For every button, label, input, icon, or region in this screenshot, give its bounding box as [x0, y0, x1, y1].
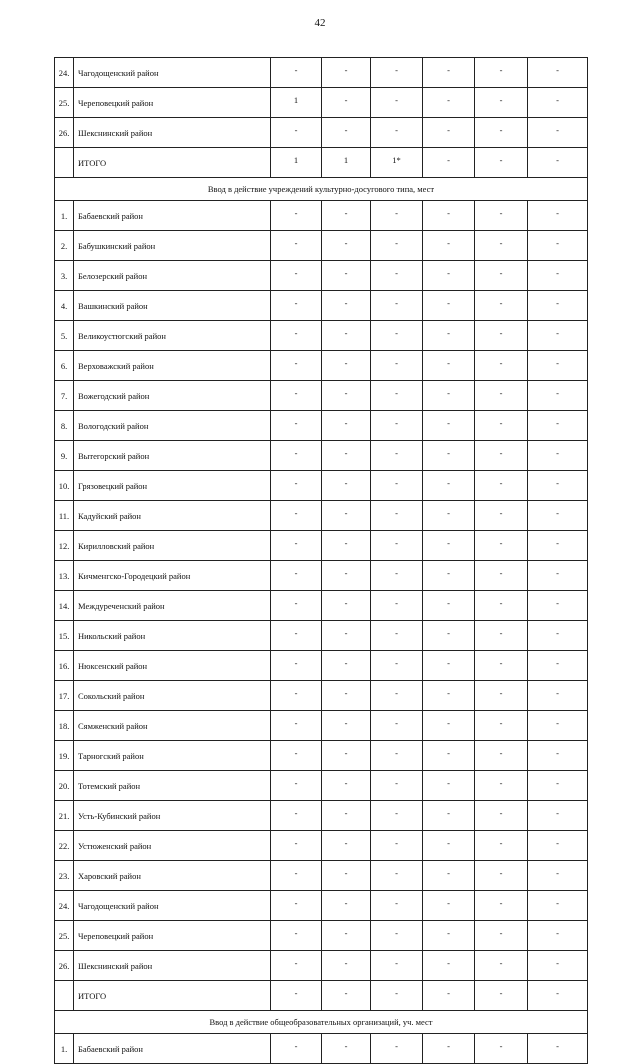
- value-cell: -: [322, 321, 371, 351]
- value-cell: -: [475, 501, 528, 531]
- district-name: Вологодский район: [74, 411, 271, 441]
- value-cell: -: [371, 891, 423, 921]
- value-cell: -: [423, 201, 475, 231]
- value-cell: -: [475, 261, 528, 291]
- value-cell: -: [371, 531, 423, 561]
- value-cell: -: [271, 441, 322, 471]
- value-cell: -: [528, 861, 588, 891]
- table-row: [55, 621, 588, 651]
- value-cell: -: [322, 591, 371, 621]
- table-row: [55, 118, 588, 148]
- value-cell: -: [322, 231, 371, 261]
- value-cell: -: [475, 531, 528, 561]
- value-cell: -: [423, 531, 475, 561]
- value-cell: -: [528, 58, 588, 88]
- value-cell: -: [322, 501, 371, 531]
- value-cell: -: [528, 951, 588, 981]
- value-cell: -: [423, 261, 475, 291]
- value-cell: -: [423, 831, 475, 861]
- row-number: 22.: [55, 831, 74, 861]
- value-cell: -: [475, 321, 528, 351]
- value-cell: -: [271, 351, 322, 381]
- value-cell: -: [271, 58, 322, 88]
- row-number: 10.: [55, 471, 74, 501]
- table-row: [55, 891, 588, 921]
- row-number: 11.: [55, 501, 74, 531]
- page-number: 42: [314, 17, 326, 29]
- value-cell: -: [322, 381, 371, 411]
- value-cell: -: [475, 981, 528, 1011]
- district-name: ИТОГО: [74, 981, 271, 1011]
- value-cell: -: [271, 118, 322, 148]
- row-number: 15.: [55, 621, 74, 651]
- value-cell: -: [322, 88, 371, 118]
- table-row: [55, 88, 588, 118]
- value-cell: -: [475, 831, 528, 861]
- value-cell: -: [528, 231, 588, 261]
- value-cell: -: [322, 681, 371, 711]
- section-heading: Ввод в действие общеобразовательных организаций, уч. мест: [55, 1011, 588, 1034]
- table-row: [55, 231, 588, 261]
- value-cell: -: [271, 771, 322, 801]
- value-cell: -: [271, 981, 322, 1011]
- value-cell: -: [475, 231, 528, 261]
- value-cell: -: [423, 118, 475, 148]
- value-cell: -: [322, 651, 371, 681]
- table-row: [55, 861, 588, 891]
- value-cell: -: [475, 118, 528, 148]
- value-cell: -: [423, 381, 475, 411]
- value-cell: -: [423, 411, 475, 441]
- row-number: 13.: [55, 561, 74, 591]
- value-cell: -: [322, 291, 371, 321]
- value-cell: -: [271, 321, 322, 351]
- value-cell: -: [423, 561, 475, 591]
- row-number: 24.: [55, 58, 74, 88]
- section-heading: Ввод в действие учреждений культурно-досугового типа, мест: [55, 178, 588, 201]
- district-name: Тотемский район: [74, 771, 271, 801]
- value-cell: -: [322, 771, 371, 801]
- value-cell: -: [423, 291, 475, 321]
- value-cell: -: [423, 148, 475, 178]
- district-name: Кирилловский район: [74, 531, 271, 561]
- value-cell: -: [371, 831, 423, 861]
- value-cell: -: [322, 801, 371, 831]
- row-number: 19.: [55, 741, 74, 771]
- value-cell: -: [475, 651, 528, 681]
- value-cell: -: [423, 621, 475, 651]
- value-cell: -: [423, 981, 475, 1011]
- value-cell: -: [423, 321, 475, 351]
- table-row: [55, 381, 588, 411]
- table-row: [55, 831, 588, 861]
- table-row: [55, 951, 588, 981]
- value-cell: -: [371, 201, 423, 231]
- district-name: Череповецкий район: [74, 921, 271, 951]
- value-cell: -: [475, 291, 528, 321]
- row-number: 17.: [55, 681, 74, 711]
- value-cell: -: [371, 951, 423, 981]
- value-cell: -: [528, 981, 588, 1011]
- value-cell: -: [271, 591, 322, 621]
- value-cell: -: [322, 891, 371, 921]
- table-row: [55, 681, 588, 711]
- value-cell: -: [322, 58, 371, 88]
- value-cell: -: [475, 471, 528, 501]
- value-cell: -: [371, 981, 423, 1011]
- value-cell: -: [475, 411, 528, 441]
- value-cell: -: [371, 291, 423, 321]
- row-number: 6.: [55, 351, 74, 381]
- value-cell: -: [475, 681, 528, 711]
- table-row: [55, 501, 588, 531]
- value-cell: -: [371, 118, 423, 148]
- value-cell: -: [528, 531, 588, 561]
- district-name: Харовский район: [74, 861, 271, 891]
- value-cell: -: [475, 801, 528, 831]
- value-cell: -: [528, 621, 588, 651]
- table-row: [55, 201, 588, 231]
- table-row: [55, 1034, 588, 1064]
- value-cell: -: [475, 88, 528, 118]
- row-number: 20.: [55, 771, 74, 801]
- row-number: 9.: [55, 441, 74, 471]
- value-cell: -: [322, 621, 371, 651]
- value-cell: -: [475, 381, 528, 411]
- district-name: Кадуйский район: [74, 501, 271, 531]
- value-cell: -: [371, 58, 423, 88]
- value-cell: -: [271, 531, 322, 561]
- district-name: Чагодощенский район: [74, 891, 271, 921]
- district-name: Сямженский район: [74, 711, 271, 741]
- section-heading-row: [55, 1011, 588, 1034]
- table-row: [55, 441, 588, 471]
- value-cell: -: [528, 681, 588, 711]
- value-cell: -: [371, 561, 423, 591]
- value-cell: -: [322, 531, 371, 561]
- value-cell: -: [475, 771, 528, 801]
- value-cell: -: [475, 441, 528, 471]
- value-cell: -: [371, 321, 423, 351]
- value-cell: 1*: [371, 148, 423, 178]
- value-cell: -: [322, 118, 371, 148]
- value-cell: -: [322, 561, 371, 591]
- table-row: [55, 471, 588, 501]
- value-cell: -: [423, 771, 475, 801]
- value-cell: -: [271, 201, 322, 231]
- value-cell: -: [271, 711, 322, 741]
- value-cell: 1: [271, 148, 322, 178]
- total-row: [55, 148, 588, 178]
- value-cell: -: [271, 831, 322, 861]
- value-cell: -: [371, 88, 423, 118]
- value-cell: -: [528, 891, 588, 921]
- table-row: [55, 801, 588, 831]
- value-cell: -: [322, 1034, 371, 1064]
- value-cell: -: [322, 441, 371, 471]
- district-name: Грязовецкий район: [74, 471, 271, 501]
- value-cell: -: [371, 591, 423, 621]
- value-cell: -: [423, 351, 475, 381]
- value-cell: 1: [322, 148, 371, 178]
- district-name: Верховажский район: [74, 351, 271, 381]
- value-cell: -: [423, 501, 475, 531]
- value-cell: -: [371, 471, 423, 501]
- district-name: Бабаевский район: [74, 1034, 271, 1064]
- row-number: 24.: [55, 891, 74, 921]
- value-cell: -: [271, 231, 322, 261]
- value-cell: -: [528, 441, 588, 471]
- table-row: [55, 531, 588, 561]
- value-cell: -: [528, 201, 588, 231]
- value-cell: -: [322, 201, 371, 231]
- value-cell: -: [271, 741, 322, 771]
- value-cell: -: [371, 231, 423, 261]
- district-name: Усть-Кубинский район: [74, 801, 271, 831]
- row-number: 4.: [55, 291, 74, 321]
- value-cell: -: [423, 231, 475, 261]
- district-name: Вашкинский район: [74, 291, 271, 321]
- district-name: Шекснинский район: [74, 951, 271, 981]
- district-name: Бабушкинский район: [74, 231, 271, 261]
- district-name: Нюксенский район: [74, 651, 271, 681]
- value-cell: -: [322, 471, 371, 501]
- value-cell: -: [371, 861, 423, 891]
- value-cell: -: [371, 681, 423, 711]
- row-number: 12.: [55, 531, 74, 561]
- value-cell: -: [528, 411, 588, 441]
- value-cell: -: [475, 711, 528, 741]
- row-number: 1.: [55, 201, 74, 231]
- table-row: [55, 58, 588, 88]
- district-name: Вожегодский район: [74, 381, 271, 411]
- value-cell: -: [528, 118, 588, 148]
- value-cell: -: [423, 801, 475, 831]
- value-cell: -: [371, 1034, 423, 1064]
- table-row: [55, 711, 588, 741]
- value-cell: -: [322, 351, 371, 381]
- row-number: 1.: [55, 1034, 74, 1064]
- value-cell: -: [271, 261, 322, 291]
- value-cell: -: [528, 291, 588, 321]
- value-cell: -: [371, 801, 423, 831]
- value-cell: -: [475, 861, 528, 891]
- table-row: [55, 291, 588, 321]
- value-cell: -: [475, 148, 528, 178]
- value-cell: -: [271, 861, 322, 891]
- row-number: 2.: [55, 231, 74, 261]
- value-cell: -: [475, 201, 528, 231]
- value-cell: -: [528, 651, 588, 681]
- value-cell: -: [528, 831, 588, 861]
- value-cell: -: [528, 381, 588, 411]
- value-cell: -: [371, 651, 423, 681]
- district-name: Белозерский район: [74, 261, 271, 291]
- value-cell: -: [322, 951, 371, 981]
- value-cell: -: [423, 58, 475, 88]
- value-cell: -: [271, 891, 322, 921]
- value-cell: -: [322, 861, 371, 891]
- value-cell: -: [528, 501, 588, 531]
- district-name: Междуреченский район: [74, 591, 271, 621]
- value-cell: -: [423, 441, 475, 471]
- value-cell: -: [475, 951, 528, 981]
- district-name: Устюженский район: [74, 831, 271, 861]
- value-cell: -: [528, 88, 588, 118]
- row-number: [55, 148, 74, 178]
- value-cell: -: [271, 801, 322, 831]
- value-cell: -: [371, 741, 423, 771]
- district-name: Шекснинский район: [74, 118, 271, 148]
- value-cell: -: [423, 471, 475, 501]
- value-cell: -: [423, 891, 475, 921]
- district-name: Чагодощенский район: [74, 58, 271, 88]
- row-number: 7.: [55, 381, 74, 411]
- value-cell: -: [271, 561, 322, 591]
- row-number: 8.: [55, 411, 74, 441]
- value-cell: -: [371, 411, 423, 441]
- value-cell: -: [371, 501, 423, 531]
- value-cell: -: [423, 681, 475, 711]
- value-cell: -: [423, 651, 475, 681]
- district-name: Кичменгско-Городецкий район: [74, 561, 271, 591]
- value-cell: -: [371, 261, 423, 291]
- value-cell: -: [371, 711, 423, 741]
- value-cell: -: [271, 651, 322, 681]
- row-number: 23.: [55, 861, 74, 891]
- district-table: [54, 57, 588, 1064]
- district-name: Вытегорский район: [74, 441, 271, 471]
- value-cell: -: [475, 891, 528, 921]
- district-name: Никольский район: [74, 621, 271, 651]
- table-row: [55, 561, 588, 591]
- value-cell: -: [528, 1034, 588, 1064]
- value-cell: -: [528, 801, 588, 831]
- value-cell: -: [528, 471, 588, 501]
- table-row: [55, 741, 588, 771]
- table-row: [55, 921, 588, 951]
- value-cell: -: [371, 351, 423, 381]
- value-cell: -: [423, 711, 475, 741]
- table-row: [55, 411, 588, 441]
- value-cell: -: [475, 741, 528, 771]
- row-number: 25.: [55, 921, 74, 951]
- table-row: [55, 351, 588, 381]
- value-cell: -: [528, 921, 588, 951]
- value-cell: -: [271, 951, 322, 981]
- value-cell: -: [528, 711, 588, 741]
- value-cell: -: [371, 771, 423, 801]
- value-cell: -: [423, 861, 475, 891]
- value-cell: -: [528, 261, 588, 291]
- value-cell: -: [271, 381, 322, 411]
- row-number: 18.: [55, 711, 74, 741]
- value-cell: -: [322, 831, 371, 861]
- value-cell: -: [271, 681, 322, 711]
- district-name: Великоустюгский район: [74, 321, 271, 351]
- row-number: 26.: [55, 118, 74, 148]
- value-cell: -: [528, 771, 588, 801]
- table-row: [55, 321, 588, 351]
- total-row: [55, 981, 588, 1011]
- value-cell: -: [322, 411, 371, 441]
- row-number: 5.: [55, 321, 74, 351]
- value-cell: -: [322, 261, 371, 291]
- table-row: [55, 591, 588, 621]
- value-cell: -: [528, 351, 588, 381]
- table-row: [55, 771, 588, 801]
- table-row: [55, 261, 588, 291]
- value-cell: -: [423, 741, 475, 771]
- value-cell: -: [371, 441, 423, 471]
- district-name: Сокольский район: [74, 681, 271, 711]
- value-cell: -: [528, 561, 588, 591]
- table-row: [55, 651, 588, 681]
- section-heading-row: [55, 178, 588, 201]
- value-cell: -: [423, 1034, 475, 1064]
- value-cell: -: [528, 741, 588, 771]
- value-cell: -: [271, 1034, 322, 1064]
- value-cell: -: [528, 591, 588, 621]
- value-cell: -: [423, 591, 475, 621]
- value-cell: -: [271, 501, 322, 531]
- row-number: 16.: [55, 651, 74, 681]
- row-number: 26.: [55, 951, 74, 981]
- row-number: 25.: [55, 88, 74, 118]
- value-cell: -: [322, 981, 371, 1011]
- value-cell: -: [271, 471, 322, 501]
- value-cell: -: [371, 621, 423, 651]
- value-cell: -: [322, 741, 371, 771]
- value-cell: 1: [271, 88, 322, 118]
- value-cell: -: [475, 621, 528, 651]
- row-number: [55, 981, 74, 1011]
- value-cell: -: [475, 561, 528, 591]
- value-cell: -: [271, 411, 322, 441]
- value-cell: -: [271, 621, 322, 651]
- value-cell: -: [322, 921, 371, 951]
- value-cell: -: [475, 58, 528, 88]
- value-cell: -: [271, 291, 322, 321]
- value-cell: -: [371, 921, 423, 951]
- row-number: 21.: [55, 801, 74, 831]
- value-cell: -: [322, 711, 371, 741]
- district-name: Череповецкий район: [74, 88, 271, 118]
- row-number: 14.: [55, 591, 74, 621]
- value-cell: -: [475, 351, 528, 381]
- value-cell: -: [423, 921, 475, 951]
- value-cell: -: [423, 88, 475, 118]
- value-cell: -: [475, 921, 528, 951]
- value-cell: -: [475, 1034, 528, 1064]
- row-number: 3.: [55, 261, 74, 291]
- district-name: Бабаевский район: [74, 201, 271, 231]
- value-cell: -: [475, 591, 528, 621]
- value-cell: -: [528, 321, 588, 351]
- value-cell: -: [271, 921, 322, 951]
- value-cell: -: [371, 381, 423, 411]
- district-name: Тарногский район: [74, 741, 271, 771]
- value-cell: -: [423, 951, 475, 981]
- district-name: ИТОГО: [74, 148, 271, 178]
- value-cell: -: [528, 148, 588, 178]
